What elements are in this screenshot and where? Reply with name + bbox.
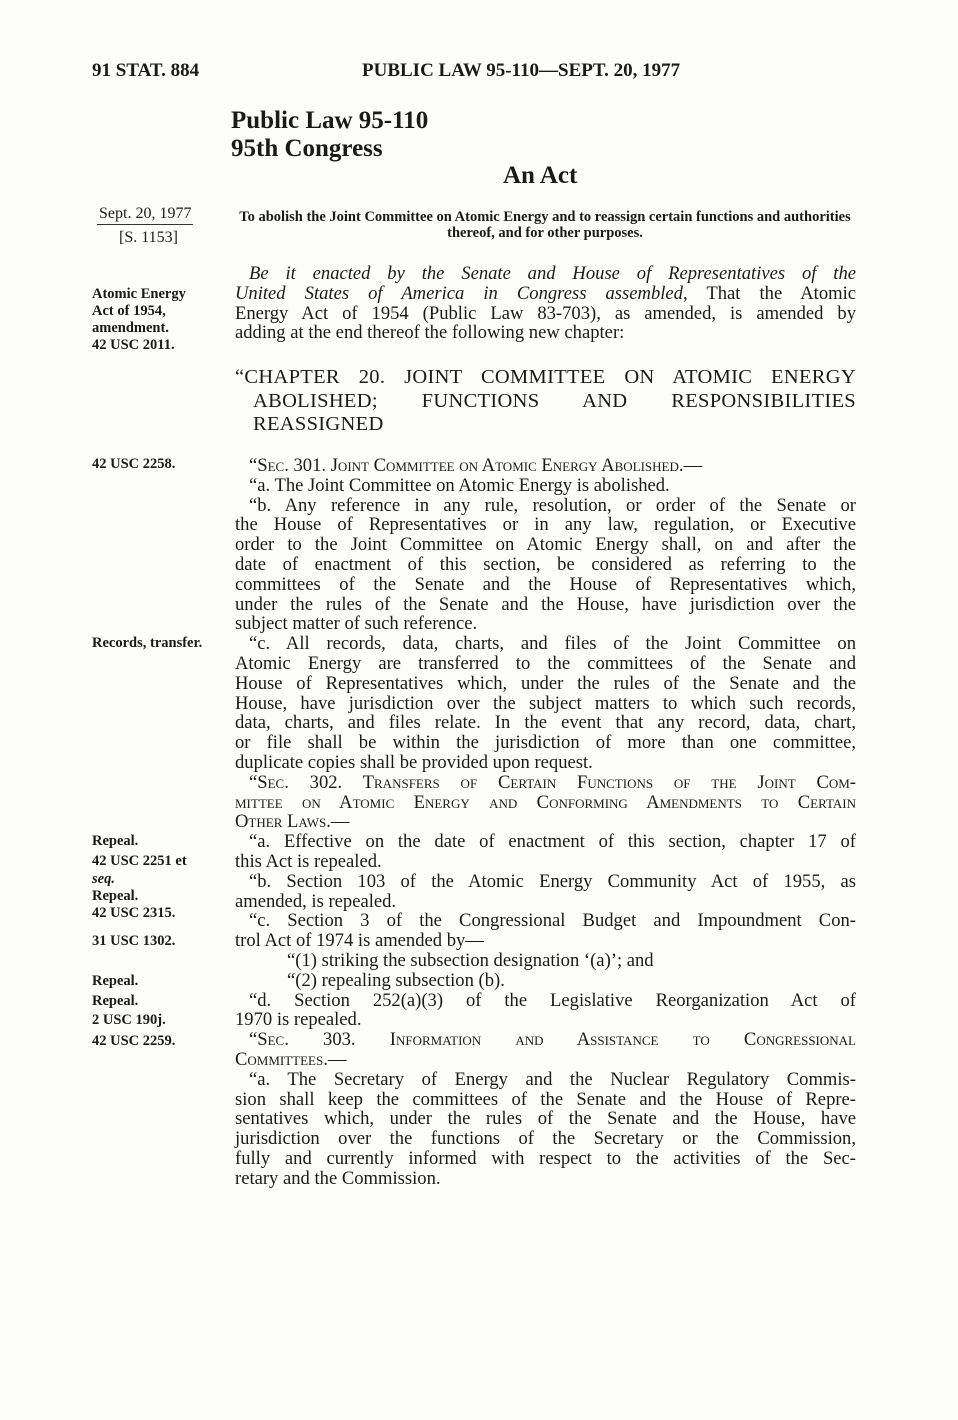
margin-note: Repeal. xyxy=(92,973,139,989)
chapter-heading-line: REASSIGNED xyxy=(253,413,384,435)
margin-note: seq. xyxy=(92,871,115,887)
paragraph-line: or file shall be within the jurisdiction of more than one committee, xyxy=(235,732,856,754)
stat-page-number: 91 STAT. 884 xyxy=(92,60,200,81)
enacting-line: Energy Act of 1954 (Public Law 83-703), as amended, is amended by xyxy=(235,302,856,324)
paragraph-line: “a. The Secretary of Energy and the Nuclear Regulatory Commis- xyxy=(249,1068,856,1090)
enacting-clause xyxy=(235,264,856,343)
paragraph-line: “a. Effective on the date of enactment of this section, chapter 17 of xyxy=(249,831,856,853)
congress-title: 95th Congress xyxy=(231,135,383,162)
paragraph-line: “b. Section 103 of the Atomic Energy Community Act of 1955, as xyxy=(249,870,856,892)
paragraph-line: “(2) repealing subsection (b). xyxy=(287,969,505,991)
enacting-line: Be it enacted by the Senate and House of Representatives of the xyxy=(249,263,856,284)
sidenote-date: Sept. 20, 1977 xyxy=(97,205,193,225)
section-heading-line: “Sec. 301. Joint Committee on Atomic Energy Abolished.— xyxy=(249,455,703,476)
running-title: PUBLIC LAW 95-110—SEPT. 20, 1977 xyxy=(362,60,681,81)
margin-note: Repeal. xyxy=(92,833,139,849)
paragraph-line: fully and currently informed with respect to the activities of the Sec- xyxy=(235,1147,856,1169)
paragraph-line: order to the Joint Committee on Atomic Energy shall, on and after the xyxy=(235,534,856,556)
section-heading-line: mittee on Atomic Energy and Conforming Amendments to Certain xyxy=(235,791,856,813)
chapter-heading xyxy=(235,366,856,437)
paragraph-line: “c. All records, data, charts, and files of the Joint Committee on xyxy=(249,633,856,655)
margin-note: 42 USC 2011. xyxy=(92,337,175,353)
paragraph-line: committees of the Senate and the House of Representatives which, xyxy=(235,573,856,595)
paragraph-line: under the rules of the Senate and the House, have jurisdiction over the xyxy=(235,593,856,615)
margin-note: 31 USC 1302. xyxy=(92,933,176,949)
paragraph-line: trol Act of 1974 is amended by— xyxy=(235,930,484,952)
paragraph-line: “a. The Joint Committee on Atomic Energy is abolished. xyxy=(249,474,670,496)
margin-note: Repeal. xyxy=(92,888,139,904)
paragraph-line: this Act is repealed. xyxy=(235,850,382,872)
paragraph-line: date of enactment of this section, be considered as referring to the xyxy=(235,553,856,575)
margin-note: amendment. xyxy=(92,320,169,336)
paragraph-line: “(1) striking the subsection designation ‘(a)’; and xyxy=(287,949,654,971)
paragraph-line: subject matter of such reference. xyxy=(235,613,478,635)
margin-note: 2 USC 190j. xyxy=(92,1012,166,1028)
paragraph-line: the House of Representatives or in any law, regulation, or Executive xyxy=(235,514,856,536)
paragraph-line: duplicate copies shall be provided upon request. xyxy=(235,751,593,773)
paragraph-line: “d. Section 252(a)(3) of the Legislative Reorganization Act of xyxy=(249,989,856,1011)
margin-note: Atomic Energy xyxy=(92,286,186,302)
margin-note: Act of 1954, xyxy=(92,303,166,319)
paragraph-line: amended, is repealed. xyxy=(235,890,397,912)
section-heading-line: Other Laws.— xyxy=(235,811,350,833)
margin-note: 42 USC 2251 et xyxy=(92,853,187,869)
enacting-italic: United States of America in Congress assembled xyxy=(235,282,683,304)
paragraph-line: sentatives which, under the rules of the Senate and the House, have xyxy=(235,1108,856,1130)
chapter-heading-line: ABOLISHED; FUNCTIONS AND RESPONSIBILITIES xyxy=(253,389,856,412)
paragraph-line: House, have jurisdiction over the subject matters to which such records, xyxy=(235,692,856,714)
chapter-heading-line: “CHAPTER 20. JOINT COMMITTEE ON ATOMIC ENERGY xyxy=(235,366,856,388)
section-body xyxy=(235,456,856,1188)
section-heading-line: Committees.— xyxy=(235,1048,347,1070)
section-heading-line: “Sec. 303. Information and Assistance to Congressional xyxy=(249,1029,856,1051)
sidenote-bill: [S. 1153] xyxy=(119,229,178,246)
paragraph-line: 1970 is repealed. xyxy=(235,1009,362,1031)
paragraph-line: retary and the Commission. xyxy=(235,1167,441,1189)
margin-note: 42 USC 2258. xyxy=(92,456,176,472)
margin-note: 42 USC 2259. xyxy=(92,1033,176,1049)
paragraph-line: “b. Any reference in any rule, resolution, or order of the Senate or xyxy=(249,494,856,516)
margin-note: Repeal. xyxy=(92,993,139,1009)
act-purpose: To abolish the Joint Committee on Atomic Energy and to reassign certain functions and authorities thereof, and for other purposes. xyxy=(239,209,851,241)
enacting-line: United States of America in Congress assembled, That the Atomic xyxy=(235,282,857,304)
paragraph-line: jurisdiction over the functions of the Secretary or the Commission, xyxy=(235,1128,856,1150)
margin-note: 42 USC 2315. xyxy=(92,905,176,921)
section-heading-line: “Sec. 302. Transfers of Certain Functions of the Joint Com- xyxy=(249,771,856,793)
enacting-line: adding at the end thereof the following new chapter: xyxy=(235,322,625,344)
public-law-title: Public Law 95-110 xyxy=(231,107,429,134)
act-title: An Act xyxy=(503,162,578,189)
paragraph-line: “c. Section 3 of the Congressional Budget and Impoundment Con- xyxy=(249,910,856,932)
paragraph-line: sion shall keep the committees of the Senate and the House of Repre- xyxy=(235,1088,856,1110)
paragraph-line: Atomic Energy are transferred to the committees of the Senate and xyxy=(235,652,856,674)
margin-note: Records, transfer. xyxy=(92,635,203,651)
paragraph-line: House of Representatives which, under the rules of the Senate and the xyxy=(235,672,856,694)
paragraph-line: data, charts, and files relate. In the event that any record, data, chart, xyxy=(235,712,856,734)
